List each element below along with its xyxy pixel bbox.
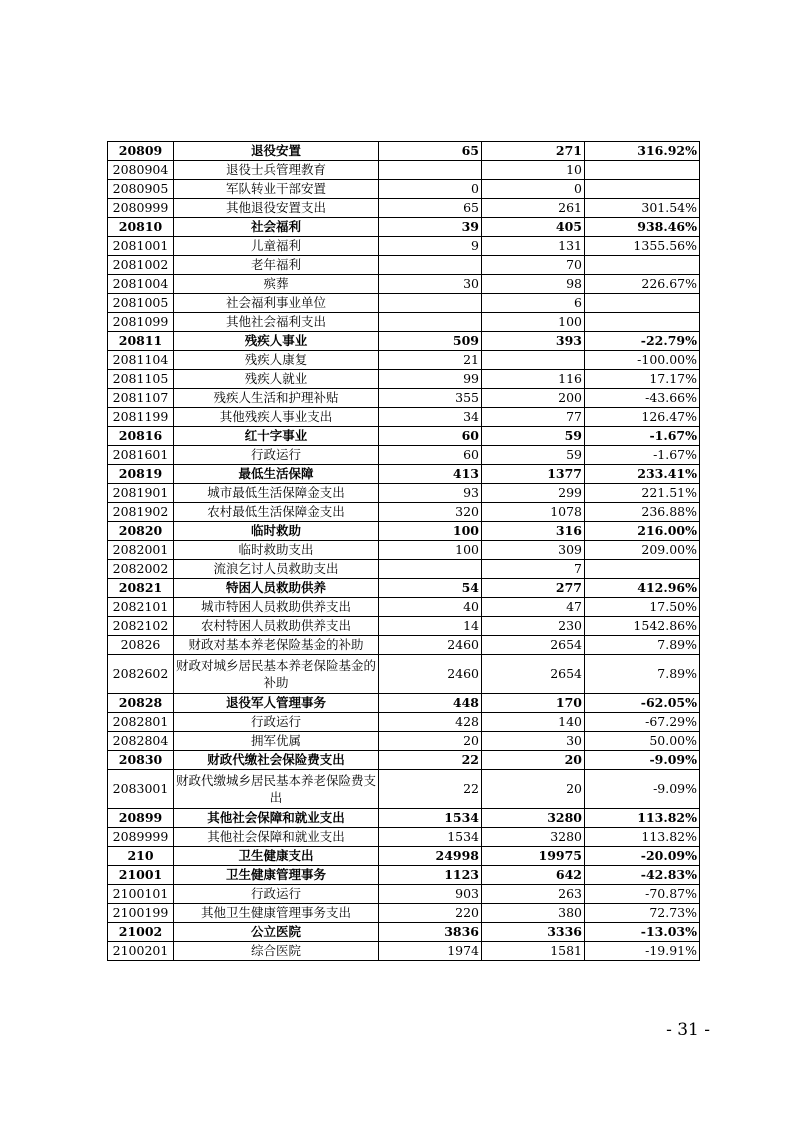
prev-amount-cell: 220 — [379, 904, 482, 923]
item-name-cell: 综合医院 — [174, 942, 379, 961]
budget-table — [107, 141, 700, 961]
prev-amount-cell: 9 — [379, 237, 482, 256]
curr-amount-cell: 3280 — [482, 809, 585, 828]
item-name-cell: 流浪乞讨人员救助支出 — [174, 560, 379, 579]
curr-amount-cell: 59 — [482, 427, 585, 446]
change-percent-cell: 126.47% — [585, 408, 700, 427]
table-row — [108, 199, 700, 218]
item-name-cell: 临时救助支出 — [174, 541, 379, 560]
curr-amount-cell: 642 — [482, 866, 585, 885]
item-name-cell: 退役军人管理事务 — [174, 694, 379, 713]
table-row — [108, 541, 700, 560]
prev-amount-cell — [379, 161, 482, 180]
change-percent-cell: -9.09% — [585, 770, 700, 809]
change-percent-cell: -70.87% — [585, 885, 700, 904]
item-code-cell: 2081099 — [108, 313, 174, 332]
curr-amount-cell: 7 — [482, 560, 585, 579]
prev-amount-cell: 1534 — [379, 809, 482, 828]
item-name-cell: 红十字事业 — [174, 427, 379, 446]
item-code-cell: 20809 — [108, 142, 174, 161]
item-code-cell: 20828 — [108, 694, 174, 713]
item-name-cell: 其他卫生健康管理事务支出 — [174, 904, 379, 923]
curr-amount-cell: 263 — [482, 885, 585, 904]
item-code-cell: 2081001 — [108, 237, 174, 256]
change-percent-cell: 113.82% — [585, 828, 700, 847]
item-name-cell: 卫生健康管理事务 — [174, 866, 379, 885]
item-code-cell: 2100101 — [108, 885, 174, 904]
curr-amount-cell: 316 — [482, 522, 585, 541]
change-percent-cell: 938.46% — [585, 218, 700, 237]
prev-amount-cell: 65 — [379, 199, 482, 218]
item-name-cell: 特困人员救助供养 — [174, 579, 379, 598]
curr-amount-cell: 30 — [482, 732, 585, 751]
item-name-cell: 其他残疾人事业支出 — [174, 408, 379, 427]
budget-table-body — [108, 142, 700, 961]
prev-amount-cell: 3836 — [379, 923, 482, 942]
prev-amount-cell: 21 — [379, 351, 482, 370]
prev-amount-cell: 22 — [379, 770, 482, 809]
item-code-cell: 2081002 — [108, 256, 174, 275]
change-percent-cell: 1542.86% — [585, 617, 700, 636]
change-percent-cell: 226.67% — [585, 275, 700, 294]
change-percent-cell: 236.88% — [585, 503, 700, 522]
item-name-cell: 残疾人生活和护理补贴 — [174, 389, 379, 408]
prev-amount-cell: 24998 — [379, 847, 482, 866]
item-name-cell: 其他社会福利支出 — [174, 313, 379, 332]
table-row — [108, 522, 700, 541]
table-row — [108, 579, 700, 598]
prev-amount-cell: 22 — [379, 751, 482, 770]
item-name-cell: 临时救助 — [174, 522, 379, 541]
item-code-cell: 2100199 — [108, 904, 174, 923]
item-name-cell: 农村特困人员救助供养支出 — [174, 617, 379, 636]
change-percent-cell: 221.51% — [585, 484, 700, 503]
curr-amount-cell: 1377 — [482, 465, 585, 484]
curr-amount-cell: 19975 — [482, 847, 585, 866]
item-name-cell: 财政对基本养老保险基金的补助 — [174, 636, 379, 655]
change-percent-cell: -13.03% — [585, 923, 700, 942]
curr-amount-cell: 0 — [482, 180, 585, 199]
curr-amount-cell: 200 — [482, 389, 585, 408]
item-name-cell: 行政运行 — [174, 885, 379, 904]
prev-amount-cell: 39 — [379, 218, 482, 237]
item-code-cell: 2081601 — [108, 446, 174, 465]
item-code-cell: 20810 — [108, 218, 174, 237]
curr-amount-cell: 3280 — [482, 828, 585, 847]
curr-amount-cell: 20 — [482, 770, 585, 809]
item-name-cell: 残疾人就业 — [174, 370, 379, 389]
item-code-cell: 20830 — [108, 751, 174, 770]
item-code-cell: 20816 — [108, 427, 174, 446]
table-row — [108, 713, 700, 732]
prev-amount-cell: 413 — [379, 465, 482, 484]
change-percent-cell: 316.92% — [585, 142, 700, 161]
prev-amount-cell: 100 — [379, 522, 482, 541]
prev-amount-cell: 509 — [379, 332, 482, 351]
table-row — [108, 942, 700, 961]
curr-amount-cell: 140 — [482, 713, 585, 732]
item-code-cell: 2081199 — [108, 408, 174, 427]
curr-amount-cell: 299 — [482, 484, 585, 503]
table-row — [108, 751, 700, 770]
curr-amount-cell: 1078 — [482, 503, 585, 522]
item-code-cell: 210 — [108, 847, 174, 866]
curr-amount-cell: 2654 — [482, 655, 585, 694]
prev-amount-cell: 448 — [379, 694, 482, 713]
table-row — [108, 617, 700, 636]
change-percent-cell: 216.00% — [585, 522, 700, 541]
table-row — [108, 885, 700, 904]
curr-amount-cell: 6 — [482, 294, 585, 313]
item-code-cell: 2081105 — [108, 370, 174, 389]
table-row — [108, 655, 700, 694]
item-name-cell: 卫生健康支出 — [174, 847, 379, 866]
change-percent-cell: -1.67% — [585, 446, 700, 465]
table-row — [108, 180, 700, 199]
curr-amount-cell: 170 — [482, 694, 585, 713]
item-name-cell: 军队转业干部安置 — [174, 180, 379, 199]
prev-amount-cell — [379, 313, 482, 332]
prev-amount-cell: 60 — [379, 446, 482, 465]
change-percent-cell: 209.00% — [585, 541, 700, 560]
page-number: - 31 - — [666, 1020, 710, 1040]
item-code-cell: 2080905 — [108, 180, 174, 199]
table-row — [108, 294, 700, 313]
prev-amount-cell: 54 — [379, 579, 482, 598]
table-row — [108, 904, 700, 923]
change-percent-cell: 72.73% — [585, 904, 700, 923]
item-code-cell: 21001 — [108, 866, 174, 885]
item-code-cell: 2082001 — [108, 541, 174, 560]
change-percent-cell — [585, 560, 700, 579]
item-code-cell: 2082602 — [108, 655, 174, 694]
item-name-cell: 退役安置 — [174, 142, 379, 161]
curr-amount-cell: 3336 — [482, 923, 585, 942]
item-code-cell: 2082102 — [108, 617, 174, 636]
curr-amount-cell: 20 — [482, 751, 585, 770]
change-percent-cell: 7.89% — [585, 636, 700, 655]
curr-amount-cell: 70 — [482, 256, 585, 275]
table-row — [108, 770, 700, 809]
table-row — [108, 866, 700, 885]
item-name-cell: 拥军优属 — [174, 732, 379, 751]
table-row — [108, 809, 700, 828]
change-percent-cell: -62.05% — [585, 694, 700, 713]
prev-amount-cell: 34 — [379, 408, 482, 427]
change-percent-cell: 17.50% — [585, 598, 700, 617]
curr-amount-cell: 10 — [482, 161, 585, 180]
table-row — [108, 427, 700, 446]
curr-amount-cell: 100 — [482, 313, 585, 332]
curr-amount-cell: 131 — [482, 237, 585, 256]
prev-amount-cell: 93 — [379, 484, 482, 503]
item-code-cell: 2081107 — [108, 389, 174, 408]
prev-amount-cell: 1974 — [379, 942, 482, 961]
prev-amount-cell: 355 — [379, 389, 482, 408]
table-row — [108, 598, 700, 617]
prev-amount-cell: 60 — [379, 427, 482, 446]
prev-amount-cell — [379, 256, 482, 275]
change-percent-cell: 113.82% — [585, 809, 700, 828]
item-name-cell: 财政对城乡居民基本养老保险基金的补助 — [174, 655, 379, 694]
change-percent-cell: -42.83% — [585, 866, 700, 885]
table-row — [108, 732, 700, 751]
curr-amount-cell: 77 — [482, 408, 585, 427]
item-code-cell: 2100201 — [108, 942, 174, 961]
change-percent-cell: -67.29% — [585, 713, 700, 732]
table-row — [108, 828, 700, 847]
item-code-cell: 21002 — [108, 923, 174, 942]
change-percent-cell: 7.89% — [585, 655, 700, 694]
item-code-cell: 2089999 — [108, 828, 174, 847]
item-name-cell: 殡葬 — [174, 275, 379, 294]
item-name-cell: 其他社会保障和就业支出 — [174, 828, 379, 847]
change-percent-cell: -100.00% — [585, 351, 700, 370]
table-row — [108, 313, 700, 332]
table-row — [108, 560, 700, 579]
item-code-cell: 2081005 — [108, 294, 174, 313]
table-row — [108, 694, 700, 713]
change-percent-cell — [585, 256, 700, 275]
curr-amount-cell: 380 — [482, 904, 585, 923]
prev-amount-cell: 2460 — [379, 636, 482, 655]
curr-amount-cell: 2654 — [482, 636, 585, 655]
item-code-cell: 20819 — [108, 465, 174, 484]
prev-amount-cell: 99 — [379, 370, 482, 389]
table-row — [108, 142, 700, 161]
curr-amount-cell: 47 — [482, 598, 585, 617]
item-name-cell: 行政运行 — [174, 713, 379, 732]
change-percent-cell — [585, 313, 700, 332]
table-row — [108, 351, 700, 370]
change-percent-cell: -1.67% — [585, 427, 700, 446]
item-name-cell: 行政运行 — [174, 446, 379, 465]
change-percent-cell: 233.41% — [585, 465, 700, 484]
prev-amount-cell: 2460 — [379, 655, 482, 694]
prev-amount-cell — [379, 560, 482, 579]
item-name-cell: 社会福利 — [174, 218, 379, 237]
prev-amount-cell: 100 — [379, 541, 482, 560]
item-code-cell: 2081902 — [108, 503, 174, 522]
curr-amount-cell: 393 — [482, 332, 585, 351]
prev-amount-cell: 428 — [379, 713, 482, 732]
item-code-cell: 2081004 — [108, 275, 174, 294]
curr-amount-cell: 277 — [482, 579, 585, 598]
item-name-cell: 退役士兵管理教育 — [174, 161, 379, 180]
prev-amount-cell: 20 — [379, 732, 482, 751]
curr-amount-cell: 309 — [482, 541, 585, 560]
item-code-cell: 2082101 — [108, 598, 174, 617]
change-percent-cell: -43.66% — [585, 389, 700, 408]
item-name-cell: 财政代缴社会保险费支出 — [174, 751, 379, 770]
change-percent-cell: -20.09% — [585, 847, 700, 866]
item-code-cell: 2081901 — [108, 484, 174, 503]
curr-amount-cell: 230 — [482, 617, 585, 636]
item-code-cell: 2080904 — [108, 161, 174, 180]
item-code-cell: 20811 — [108, 332, 174, 351]
table-row — [108, 636, 700, 655]
change-percent-cell: -22.79% — [585, 332, 700, 351]
item-name-cell: 农村最低生活保障金支出 — [174, 503, 379, 522]
change-percent-cell: 17.17% — [585, 370, 700, 389]
item-code-cell: 20899 — [108, 809, 174, 828]
table-row — [108, 484, 700, 503]
item-code-cell: 2082804 — [108, 732, 174, 751]
curr-amount-cell: 1581 — [482, 942, 585, 961]
table-row — [108, 275, 700, 294]
item-name-cell: 其他社会保障和就业支出 — [174, 809, 379, 828]
change-percent-cell — [585, 161, 700, 180]
item-name-cell: 残疾人康复 — [174, 351, 379, 370]
prev-amount-cell: 0 — [379, 180, 482, 199]
table-row — [108, 256, 700, 275]
table-row — [108, 847, 700, 866]
change-percent-cell — [585, 294, 700, 313]
item-name-cell: 公立医院 — [174, 923, 379, 942]
prev-amount-cell: 14 — [379, 617, 482, 636]
table-row — [108, 218, 700, 237]
change-percent-cell: 412.96% — [585, 579, 700, 598]
table-row — [108, 446, 700, 465]
prev-amount-cell: 320 — [379, 503, 482, 522]
item-code-cell: 2082801 — [108, 713, 174, 732]
item-name-cell: 城市特困人员救助供养支出 — [174, 598, 379, 617]
item-code-cell: 20820 — [108, 522, 174, 541]
prev-amount-cell: 65 — [379, 142, 482, 161]
item-code-cell: 20821 — [108, 579, 174, 598]
item-name-cell: 城市最低生活保障金支出 — [174, 484, 379, 503]
table-row — [108, 161, 700, 180]
table-row — [108, 465, 700, 484]
curr-amount-cell: 405 — [482, 218, 585, 237]
curr-amount-cell: 59 — [482, 446, 585, 465]
prev-amount-cell — [379, 294, 482, 313]
change-percent-cell: 301.54% — [585, 199, 700, 218]
item-code-cell: 2081104 — [108, 351, 174, 370]
table-row — [108, 408, 700, 427]
table-row — [108, 389, 700, 408]
curr-amount-cell — [482, 351, 585, 370]
prev-amount-cell: 903 — [379, 885, 482, 904]
change-percent-cell: -9.09% — [585, 751, 700, 770]
item-name-cell: 老年福利 — [174, 256, 379, 275]
table-row — [108, 503, 700, 522]
item-name-cell: 财政代缴城乡居民基本养老保险费支出 — [174, 770, 379, 809]
change-percent-cell — [585, 180, 700, 199]
table-row — [108, 332, 700, 351]
item-code-cell: 2083001 — [108, 770, 174, 809]
item-name-cell: 儿童福利 — [174, 237, 379, 256]
change-percent-cell: 1355.56% — [585, 237, 700, 256]
curr-amount-cell: 271 — [482, 142, 585, 161]
table-row — [108, 923, 700, 942]
curr-amount-cell: 261 — [482, 199, 585, 218]
curr-amount-cell: 116 — [482, 370, 585, 389]
item-name-cell: 残疾人事业 — [174, 332, 379, 351]
table-row — [108, 237, 700, 256]
item-code-cell: 2080999 — [108, 199, 174, 218]
prev-amount-cell: 1123 — [379, 866, 482, 885]
item-code-cell: 20826 — [108, 636, 174, 655]
prev-amount-cell: 1534 — [379, 828, 482, 847]
prev-amount-cell: 30 — [379, 275, 482, 294]
item-name-cell: 最低生活保障 — [174, 465, 379, 484]
prev-amount-cell: 40 — [379, 598, 482, 617]
item-name-cell: 社会福利事业单位 — [174, 294, 379, 313]
table-row — [108, 370, 700, 389]
curr-amount-cell: 98 — [482, 275, 585, 294]
change-percent-cell: 50.00% — [585, 732, 700, 751]
item-name-cell: 其他退役安置支出 — [174, 199, 379, 218]
change-percent-cell: -19.91% — [585, 942, 700, 961]
item-code-cell: 2082002 — [108, 560, 174, 579]
